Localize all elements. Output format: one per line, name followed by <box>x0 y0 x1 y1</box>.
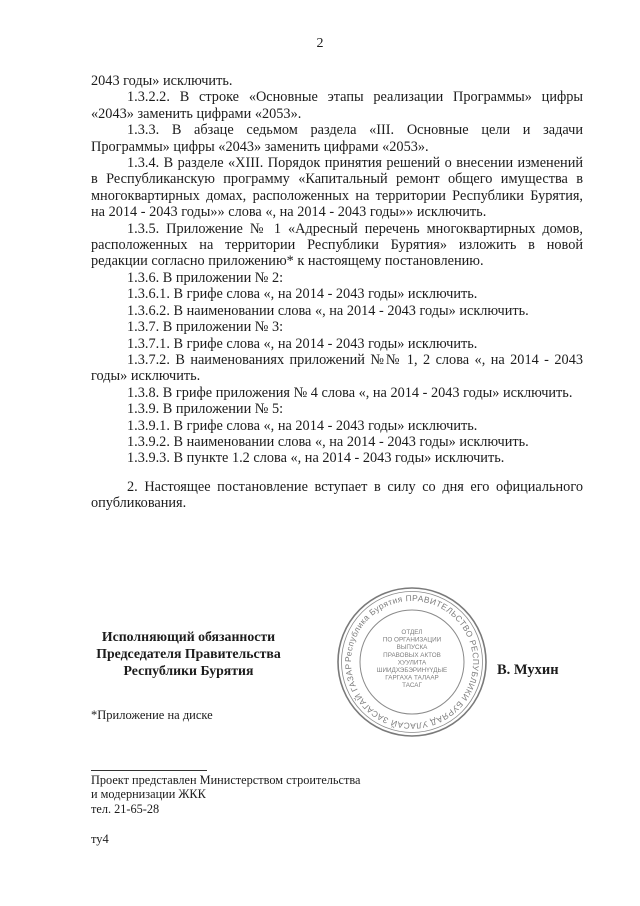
signer-name: В. Мухин <box>497 662 559 678</box>
page-number: 2 <box>316 36 324 51</box>
paragraph: 1.3.9.1. В грифе слова «, на 2014 - 2043 годы» исключить. <box>127 417 478 434</box>
paragraph: 1.3.2.2. В строке «Основные этапы реализации Программы» цифры «2043» заменить цифрами «2053». <box>91 89 583 122</box>
paragraph: 1.3.3. В абзаце седьмом раздела «III. Основные цели и задачи Программы» цифры «2043» заменить цифрами «2053». <box>91 122 583 155</box>
paragraph: 1.3.7. В приложении № 3: <box>127 319 284 336</box>
signature-title-line: Исполняющий обязанности <box>101 629 276 644</box>
paragraph: 1.3.9.3. В пункте 1.2 слова «, на 2014 - 2043 годы» исключить. <box>127 450 505 467</box>
paragraph: 2. Настоящее постановление вступает в силу со дня его официального опубликования. <box>91 478 583 512</box>
paragraph: 1.3.6.2. В наименовании слова «, на 2014 - 2043 годы» исключить. <box>127 302 529 319</box>
seal-inner-line: ВЫПУСКА <box>396 644 428 652</box>
attachment-note: *Приложение на диске <box>91 708 213 722</box>
seal-inner-line: ПРАВОВЫХ АКТОВ <box>383 651 441 659</box>
seal-inner-line: ОТДЕЛ <box>401 629 423 636</box>
paragraph: 1.3.9.2. В наименовании слова «, на 2014 - 2043 годы» исключить. <box>127 433 529 450</box>
paragraph: 1.3.6.1. В грифе слова «, на 2014 - 2043 годы» исключить. <box>127 286 478 303</box>
seal-inner-line: ХУУЛИТА <box>397 659 427 667</box>
document-code: ту4 <box>91 832 109 846</box>
document-body <box>91 73 583 512</box>
footer-divider <box>91 770 207 771</box>
paragraph: 2043 годы» исключить. <box>91 73 233 89</box>
paragraph: 1.3.8. В грифе приложения № 4 слова «, на 2014 - 2043 годы» исключить. <box>127 384 573 401</box>
seal-inner-line: ГАРГАХА ТАЛААР <box>385 674 439 682</box>
official-seal <box>335 585 489 739</box>
footer-line: и модернизации ЖКК <box>91 787 206 802</box>
paragraph: 1.3.5. Приложение № 1 «Адресный перечень многоквартирных домов, расположенных на территории Республики Бурятия» изложить в новой редакции согласно приложению* к настоящему постановлению. <box>91 220 583 270</box>
signature-title <box>96 628 281 679</box>
paragraph: 1.3.4. В разделе «XIII. Порядок принятия решений о внесении изменений в Республиканскую программу «Капитальный ремонт общего имущества в многоквартирных домах, расположенных на территории Республики Бурятия, на 2014 - 2043 годы»» слова «, на 2014 - 2043 годы»» исключить. <box>91 155 583 221</box>
paragraph: 1.3.7.1. В грифе слова «, на 2014 - 2043 годы» исключить. <box>127 335 478 352</box>
signature-title-line: Председателя Правительства <box>96 646 281 661</box>
footer-line: Проект представлен Министерством строительства <box>91 773 361 787</box>
signature-title-line: Республики Бурятия <box>123 663 254 678</box>
seal-outer-text: Республика Бурятия ПРАВИТЕЛЬСТВО РЕСПУБЛИКИ БУРЯАД УЛАСАЙ ЗАСАГАЙ ГАЗАР <box>342 592 482 732</box>
seal-inner-line: ШИИДХЭБЭРИНҮҮДЫЕ <box>376 667 448 674</box>
paragraph: 1.3.9. В приложении № 5: <box>127 401 284 418</box>
paragraph: 1.3.6. В приложении № 2: <box>127 269 284 286</box>
footer-line: тел. 21-65-28 <box>91 801 160 816</box>
seal-inner-line: ПО ОРГАНИЗАЦИИ <box>382 636 442 644</box>
seal-inner-line: ТАСАГ <box>402 682 422 690</box>
footer-contact <box>91 773 360 816</box>
paragraph: 1.3.7.2. В наименованиях приложений №№ 1, 2 слова «, на 2014 - 2043 годы» исключить. <box>91 351 583 385</box>
